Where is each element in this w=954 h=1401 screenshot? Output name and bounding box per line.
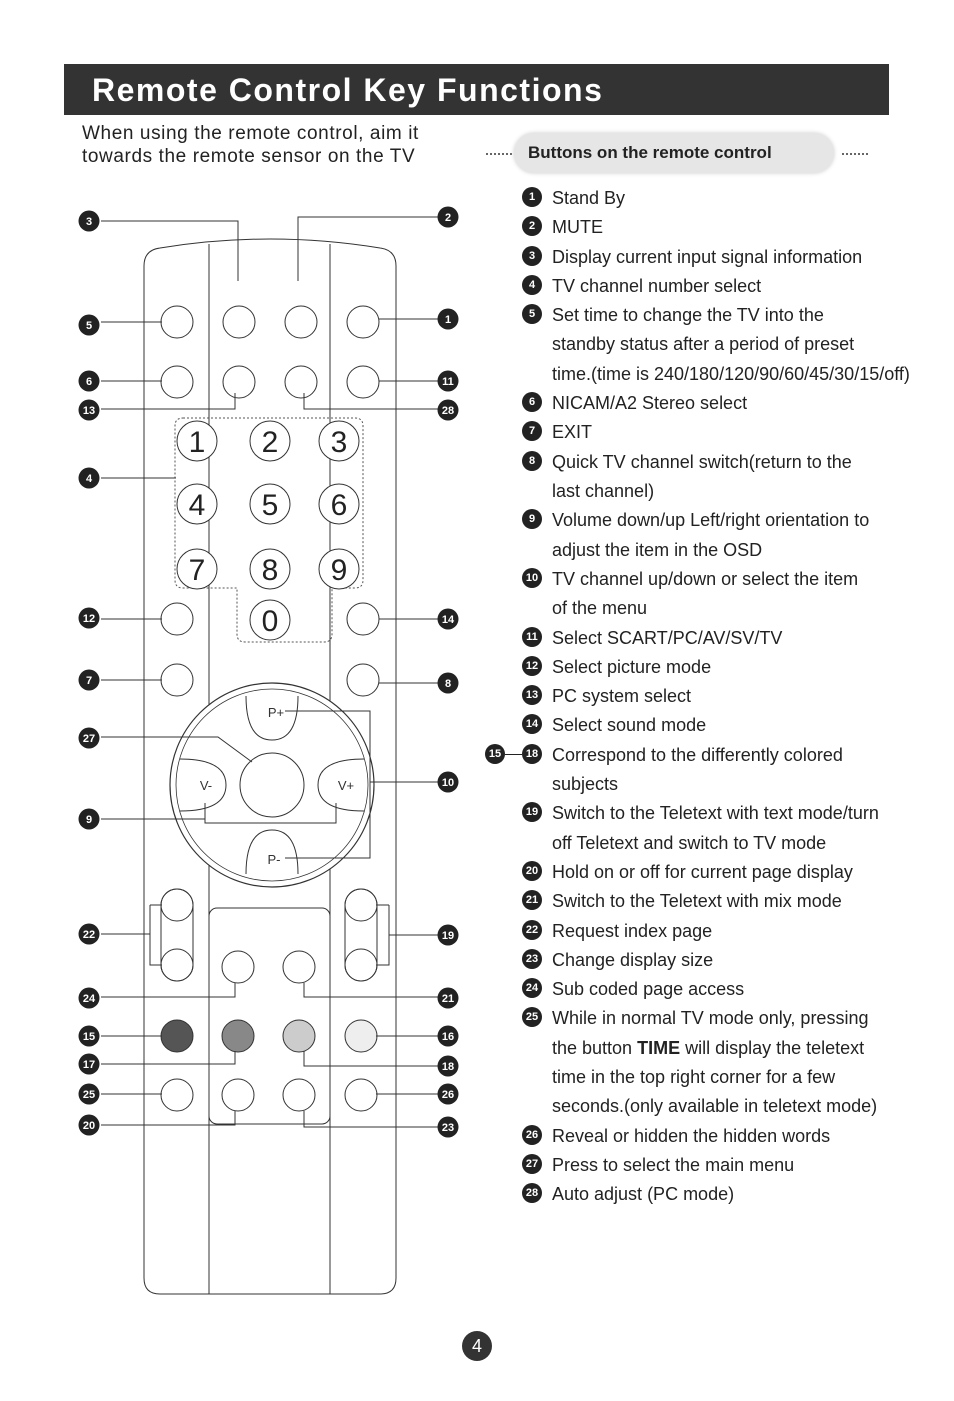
description-line: Hold on or off for current page display — [552, 861, 853, 882]
description-line: Correspond to the differently colored — [552, 744, 843, 765]
channel-up-label: P+ — [267, 705, 285, 720]
number-badge: 24 — [522, 978, 542, 998]
intro-line-2: towards the remote sensor on the TV — [82, 146, 416, 167]
callout-number: 15 — [82, 1031, 96, 1043]
description-line: Select picture mode — [552, 656, 712, 677]
digit-label: 4 — [188, 489, 206, 522]
number-badge: 19 — [522, 802, 542, 822]
index-rocker — [161, 889, 193, 981]
hold-button — [222, 1079, 254, 1111]
callout-number: 21 — [441, 993, 455, 1005]
exit-button — [161, 664, 193, 696]
callout-number: 14 — [441, 614, 455, 626]
callout-number: 1 — [444, 314, 452, 326]
callout-number: 27 — [82, 733, 96, 745]
callout-number: 11 — [442, 376, 454, 388]
number-badge: 11 — [522, 627, 542, 647]
description-line: Switch to the Teletext with mix mode — [552, 891, 842, 912]
digit-label: 6 — [330, 489, 348, 522]
callout-number: 10 — [441, 777, 455, 789]
mute-button — [285, 306, 317, 338]
callout-number: 24 — [82, 993, 96, 1005]
callout-number: 19 — [441, 930, 455, 942]
nicam-button — [161, 366, 193, 398]
section-title: Buttons on the remote control — [528, 143, 772, 162]
callout-number: 16 — [441, 1031, 455, 1043]
description-line: last channel) — [552, 480, 655, 501]
number-badge: 2 — [522, 216, 542, 236]
digit-label: 5 — [261, 489, 279, 522]
intro-line-1: When using the remote control, aim it — [82, 123, 419, 144]
callout-number: 23 — [441, 1122, 455, 1134]
number-badge: 10 — [522, 568, 542, 588]
number-badge: 22 — [522, 920, 542, 940]
digit-label: 7 — [188, 554, 206, 587]
callout-number: 25 — [82, 1089, 96, 1101]
description-line: off Teletext and switch to TV mode — [552, 832, 827, 853]
callout-number: 26 — [441, 1089, 455, 1101]
digit-label: 1 — [188, 426, 206, 459]
description-line: Reveal or hidden the hidden words — [552, 1125, 831, 1146]
description-line: NICAM/A2 Stereo select — [552, 393, 748, 414]
callout-number: 9 — [85, 814, 93, 826]
description-line: Change display size — [552, 949, 714, 970]
standby-button — [347, 306, 379, 338]
callout-number: 20 — [82, 1120, 96, 1132]
description-line: Volume down/up Left/right orientation to — [552, 510, 870, 531]
description-line: Select SCART/PC/AV/SV/TV — [552, 627, 783, 648]
number-badge: 28 — [522, 1183, 542, 1203]
yellow-key — [283, 1020, 315, 1052]
callout-number: 22 — [82, 929, 96, 941]
digit-label: 0 — [261, 605, 279, 638]
number-badge: 5 — [522, 304, 542, 324]
description-line: standby status after a period of preset — [552, 334, 855, 355]
number-badge: 21 — [522, 890, 542, 910]
number-badge: 8 — [522, 451, 542, 471]
callout-number: 6 — [85, 376, 93, 388]
description-line: seconds.(only available in teletext mode) — [552, 1096, 878, 1117]
time-button — [161, 1079, 193, 1111]
number-badge: 26 — [522, 1125, 542, 1145]
reveal-button — [345, 1079, 377, 1111]
digit-label: 3 — [330, 426, 348, 459]
callout-number: 4 — [85, 473, 93, 485]
number-badge: 6 — [522, 392, 542, 412]
red-key — [161, 1020, 193, 1052]
sleep-button — [161, 306, 193, 338]
description-line: Sub coded page access — [552, 979, 745, 1000]
callout-number: 17 — [82, 1059, 96, 1071]
description-line: PC system select — [552, 686, 692, 707]
recall-button — [347, 664, 379, 696]
subpage-button — [222, 951, 254, 983]
number-badge: 18 — [522, 744, 542, 764]
source-button — [347, 366, 379, 398]
description-line: Switch to the Teletext with text mode/turn — [552, 803, 879, 824]
number-badge: 7 — [522, 421, 542, 441]
callout-number: 2 — [444, 212, 452, 224]
callout-number: 13 — [82, 405, 96, 417]
callout-number: 28 — [441, 405, 455, 417]
digit-label: 2 — [261, 426, 279, 459]
description-line: EXIT — [552, 422, 593, 443]
number-badge: 27 — [522, 1154, 542, 1174]
description-line: Press to select the main menu — [552, 1154, 795, 1175]
description-line: MUTE — [552, 217, 603, 238]
digit-label: 9 — [330, 554, 348, 587]
number-badge: 13 — [522, 685, 542, 705]
sound-mode-button — [347, 603, 379, 635]
description-line: TV channel number select — [552, 275, 762, 296]
display-button — [223, 306, 255, 338]
description-line: Display current input signal information — [552, 246, 863, 267]
auto-adjust-button — [285, 366, 317, 398]
description-line: Select sound mode — [552, 715, 707, 736]
description-line: While in normal TV mode only, pressing — [552, 1008, 869, 1029]
menu-button — [240, 753, 304, 817]
number-badge: 3 — [522, 246, 542, 266]
description-line: Auto adjust (PC mode) — [552, 1184, 735, 1205]
description-line: Set time to change the TV into the — [552, 305, 824, 326]
page-title: Remote Control Key Functions — [92, 72, 604, 108]
number-badge: 23 — [522, 949, 542, 969]
number-badge: 12 — [522, 656, 542, 676]
callout-number: 5 — [85, 320, 93, 332]
green-key — [222, 1020, 254, 1052]
description-line: the button TIME will display the teletext — [552, 1037, 865, 1058]
callout-number: 8 — [444, 678, 452, 690]
description-line: time in the top right corner for a few — [552, 1066, 836, 1087]
blue-key — [345, 1020, 377, 1052]
number-badge: 14 — [522, 714, 542, 734]
digit-label: 8 — [261, 554, 279, 587]
number-badge: 25 — [522, 1007, 542, 1027]
callout-number: 12 — [82, 613, 96, 625]
callout-number: 7 — [85, 675, 93, 687]
description-line: time.(time is 240/180/120/90/60/45/30/15/off) — [552, 363, 910, 384]
volume-down-label: V- — [199, 778, 213, 793]
description-line: of the menu — [552, 598, 648, 619]
description-line: subjects — [552, 773, 619, 794]
number-badge: 20 — [522, 861, 542, 881]
callout-number: 18 — [441, 1061, 455, 1073]
description-line: TV channel up/down or select the item — [552, 568, 859, 589]
size-button — [283, 1079, 315, 1111]
number-badge: 9 — [522, 509, 542, 529]
number-badge: 4 — [522, 275, 542, 295]
number-badge: 1 — [522, 187, 542, 207]
text-rocker — [345, 889, 377, 981]
description-line: Request index page — [552, 920, 713, 941]
volume-up-label: V+ — [337, 778, 355, 793]
number-badge-prefix: 15 — [485, 744, 505, 764]
callout-number: 3 — [85, 216, 93, 228]
pc-system-button — [223, 366, 255, 398]
page-number: 4 — [462, 1331, 492, 1361]
description-line: Quick TV channel switch(return to the — [552, 451, 852, 472]
description-line: adjust the item in the OSD — [552, 539, 763, 560]
channel-down-label: P- — [267, 852, 281, 867]
description-line: Stand By — [552, 188, 626, 208]
picture-mode-button — [161, 603, 193, 635]
mix-button — [283, 951, 315, 983]
